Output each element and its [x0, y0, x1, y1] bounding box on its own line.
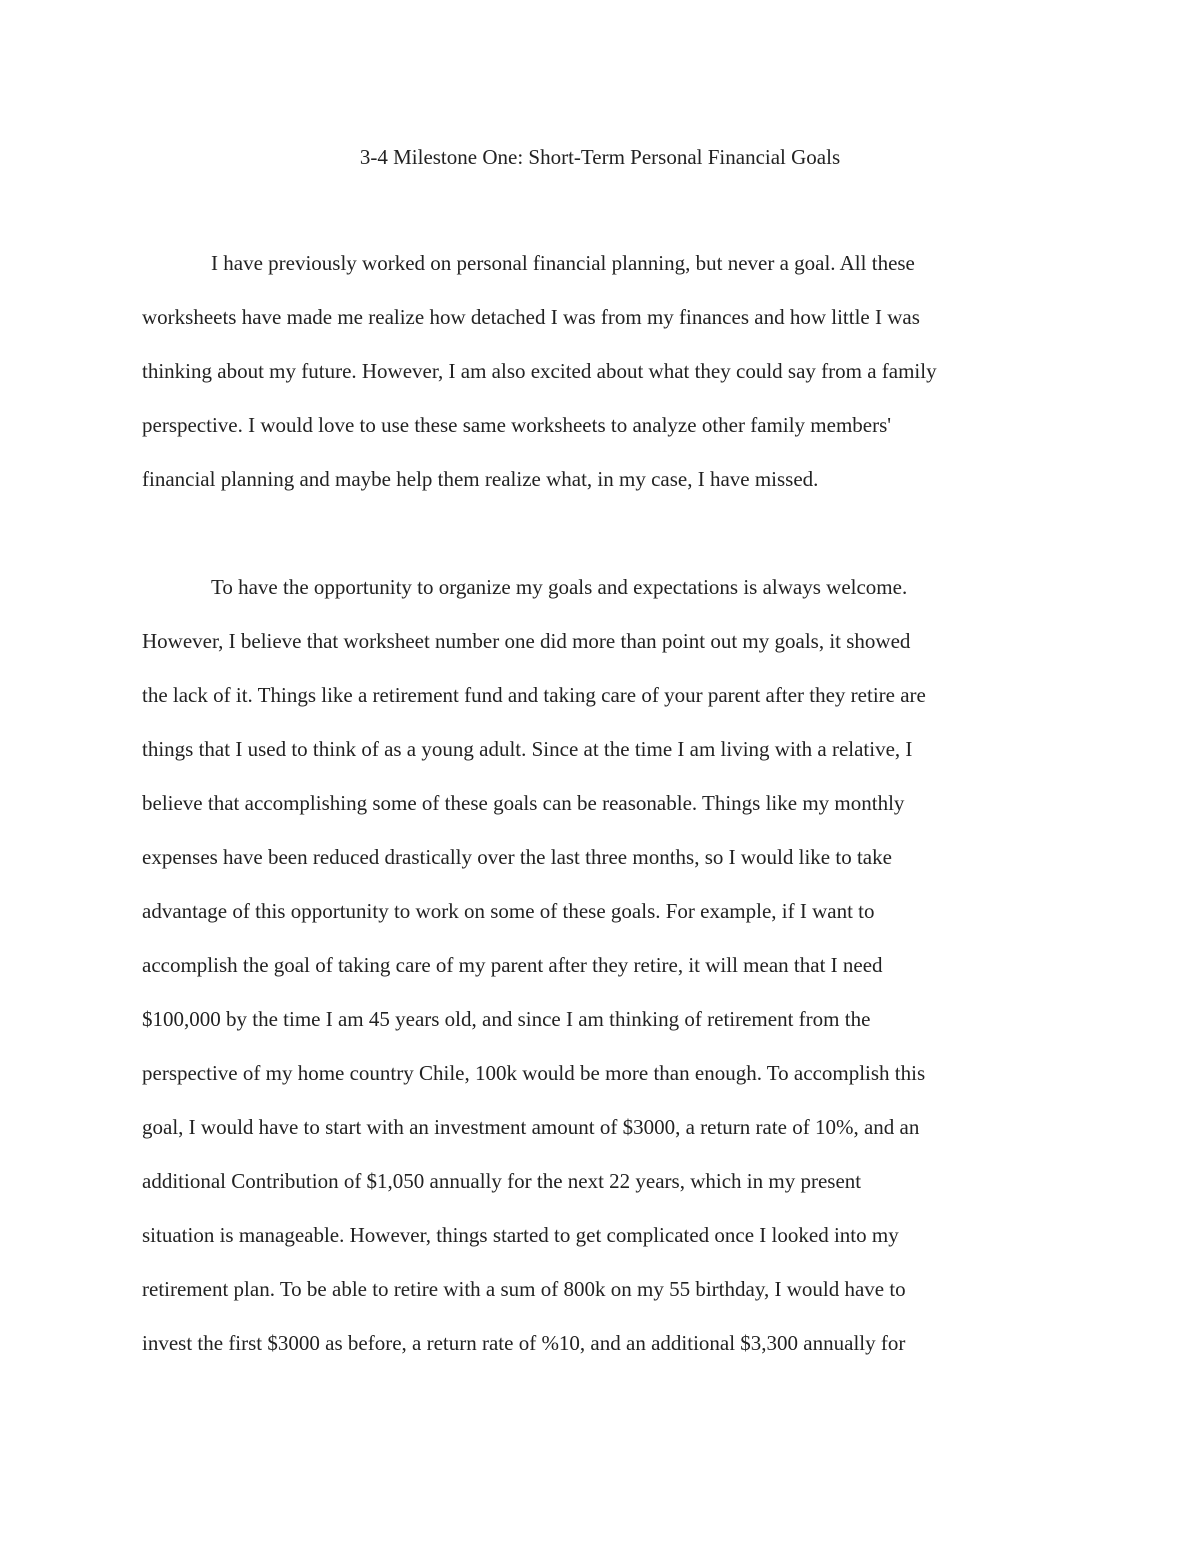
paragraph-1-line-1: I have previously worked on personal financial planning, but never a goal. All these [211, 251, 915, 275]
paragraph-2-line-10: perspective of my home country Chile, 100k would be more than enough. To accomplish this [142, 1061, 926, 1085]
paragraph-2-line-4: things that I used to think of as a young adult. Since at the time I am living with a relative, I [142, 737, 913, 761]
paragraph-1-line-2: worksheets have made me realize how detached I was from my finances and how little I was [142, 305, 920, 329]
paragraph-2-line-7: advantage of this opportunity to work on some of these goals. For example, if I want to [142, 899, 875, 923]
paragraph-2-line-2: However, I believe that worksheet number one did more than point out my goals, it showed [142, 629, 911, 653]
paragraph-2-line-1: To have the opportunity to organize my goals and expectations is always welcome. [211, 575, 908, 599]
paragraph-2-line-3: the lack of it. Things like a retirement fund and taking care of your parent after they retire are [142, 683, 926, 707]
paragraph-2-line-8: accomplish the goal of taking care of my parent after they retire, it will mean that I need [142, 953, 883, 977]
paragraph-2-line-15: invest the first $3000 as before, a return rate of %10, and an additional $3,300 annually for [142, 1331, 906, 1355]
paragraph-2-line-13: situation is manageable. However, things started to get complicated once I looked into my [142, 1223, 899, 1247]
paragraph-1-line-5: financial planning and maybe help them realize what, in my case, I have missed. [142, 467, 819, 491]
paragraph-2-line-6: expenses have been reduced drastically over the last three months, so I would like to take [142, 845, 892, 869]
document-title: 3-4 Milestone One: Short-Term Personal Financial Goals [359, 145, 841, 169]
paragraph-2-line-12: additional Contribution of $1,050 annually for the next 22 years, which in my present [142, 1169, 862, 1193]
paragraph-2-line-14: retirement plan. To be able to retire with a sum of 800k on my 55 birthday, I would have to [142, 1277, 906, 1301]
paragraph-2-line-11: goal, I would have to start with an investment amount of $3000, a return rate of 10%, and an [142, 1115, 920, 1139]
paragraph-2-line-5: believe that accomplishing some of these goals can be reasonable. Things like my monthly [142, 791, 905, 815]
paragraph-1-line-4: perspective. I would love to use these same worksheets to analyze other family members' [142, 413, 892, 437]
paragraph-1-line-3: thinking about my future. However, I am also excited about what they could say from a family [142, 359, 937, 383]
paragraph-2-line-9: $100,000 by the time I am 45 years old, and since I am thinking of retirement from the [142, 1007, 871, 1031]
